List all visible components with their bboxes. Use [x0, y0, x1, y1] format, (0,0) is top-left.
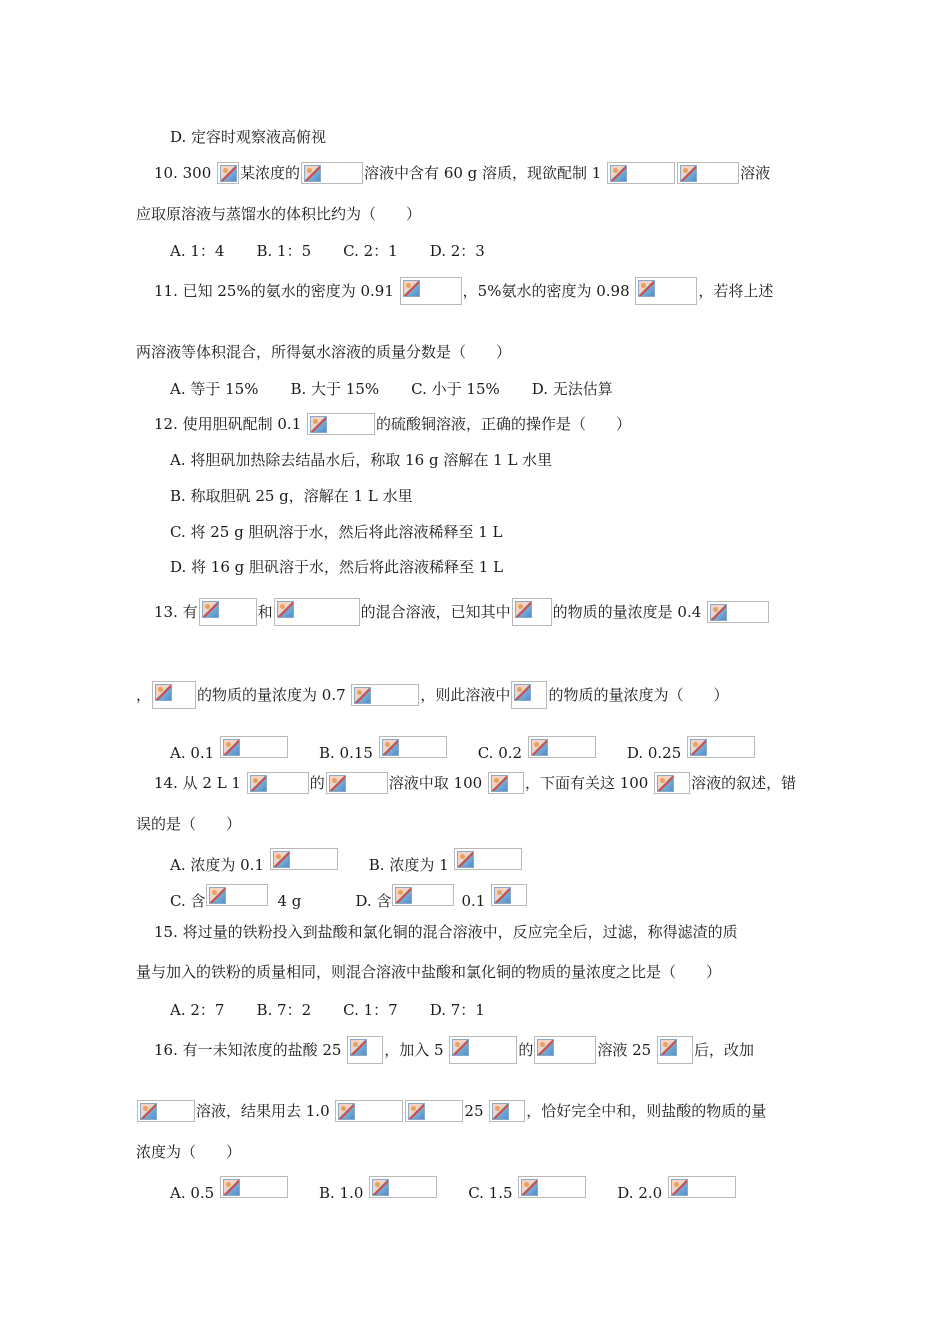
missing-image-icon: [489, 1100, 525, 1122]
q14-option-c: C. 含 4 g: [170, 892, 301, 910]
q11-option-c: C. 小于 15%: [411, 380, 500, 398]
q15-options: [170, 998, 485, 1021]
q13-text-f: 的物质的量浓度为 0.7: [197, 686, 351, 704]
q16-options: [170, 1176, 737, 1204]
q15-option-b: B. 7：2: [256, 1001, 312, 1019]
missing-image-icon: [635, 277, 697, 305]
missing-image-icon: [217, 162, 239, 184]
q15-option-a: A. 2：7: [170, 1001, 225, 1019]
missing-image-icon: [607, 162, 675, 184]
missing-image-icon: [707, 601, 769, 623]
missing-image-icon: [369, 1176, 437, 1198]
missing-image-icon: [518, 1176, 586, 1198]
q13-option-d: D. 0.25: [627, 744, 756, 762]
q12-option-d: D. 将 16 g 胆矾溶于水，然后将此溶液稀释至 1 L: [170, 558, 504, 576]
q11-text-c: ，若将上述: [698, 282, 774, 300]
missing-image-icon: [220, 736, 288, 758]
q10-option-d: D. 2：3: [429, 242, 485, 260]
q15-option-c: C. 1：7: [343, 1001, 398, 1019]
q11-option-d: D. 无法估算: [531, 380, 613, 398]
missing-image-icon: [400, 277, 462, 305]
q13-option-c: C. 0.2: [478, 744, 597, 762]
q10-text-d: 溶液: [740, 164, 771, 182]
missing-image-icon: [454, 848, 522, 870]
q13-option-a: A. 0.1: [170, 744, 289, 762]
q10-line2: 应取原溶液与蒸馏水的体积比约为（ ）: [136, 205, 422, 223]
q14-line1: [154, 771, 796, 794]
q13-text-b: 和: [257, 603, 273, 621]
q11-option-b: B. 大于 15%: [290, 380, 380, 398]
q15-option-d: D. 7：1: [429, 1001, 485, 1019]
q12-text-a: 12. 使用胆矾配制 0.1: [154, 415, 307, 433]
q14-text-b: 的: [309, 774, 325, 792]
q14-line2: 误的是（ ）: [136, 815, 242, 833]
missing-image-icon: [152, 681, 196, 709]
q12-option-b: B. 称取胆矾 25 g，溶解在 1 L 水里: [170, 487, 413, 505]
q13-text-a: 13. 有: [154, 603, 198, 621]
q11-line1: [154, 277, 773, 305]
missing-image-icon: [137, 1100, 195, 1122]
q14-text-a: 14. 从 2 L 1: [154, 774, 246, 792]
missing-image-icon: [379, 736, 447, 758]
q14-text-d: ，下面有关这 100: [524, 774, 654, 792]
missing-image-icon: [220, 1176, 288, 1198]
q16-text-e: 后，改加: [693, 1041, 754, 1059]
q11-option-a: A. 等于 15%: [170, 380, 259, 398]
q10-line1: [154, 161, 770, 184]
q9-option-d: D. 定容时观察液高俯视: [170, 128, 327, 146]
missing-image-icon: [488, 772, 524, 794]
missing-image-icon: [654, 772, 690, 794]
missing-image-icon: [274, 598, 360, 626]
q16-text-f: 溶液，结果用去 1.0: [196, 1102, 335, 1120]
missing-image-icon: [528, 736, 596, 758]
missing-image-icon: [677, 162, 739, 184]
q16-option-d: D. 2.0: [617, 1184, 737, 1202]
q12-option-c: C. 将 25 g 胆矾溶于水，然后将此溶液稀释至 1 L: [170, 523, 503, 541]
missing-image-icon: [657, 1036, 693, 1064]
q10-options: [170, 239, 485, 262]
q16-text-d: 溶液 25: [597, 1041, 656, 1059]
q14-options-ab: [170, 848, 523, 876]
q16-text-g: 25: [464, 1102, 489, 1120]
q16-text-a: 16. 有一未知浓度的盐酸 25: [154, 1041, 347, 1059]
q13-text-h: 的物质的量浓度为（ ）: [548, 686, 729, 704]
q13-text-g: ，则此溶液中: [420, 686, 511, 704]
missing-image-icon: [687, 736, 755, 758]
q13-line2: [136, 681, 728, 709]
missing-image-icon: [449, 1036, 517, 1064]
missing-image-icon: [405, 1100, 463, 1122]
q15-line2: 量与加入的铁粉的质量相同，则混合溶液中盐酸和氯化铜的物质的量浓度之比是（ ）: [136, 963, 722, 981]
q12-text-b: 的硫酸铜溶液，正确的操作是（ ）: [376, 415, 632, 433]
q14-text-e: 溶液的叙述，错: [691, 774, 797, 792]
missing-image-icon: [247, 772, 309, 794]
q13-text-e: ，: [136, 686, 152, 704]
q13-text-d: 的物质的量浓度是 0.4: [552, 603, 707, 621]
missing-image-icon: [511, 681, 547, 709]
q10-option-b: B. 1：5: [256, 242, 312, 260]
q16-option-c: C. 1.5: [468, 1184, 587, 1202]
q10-option-a: A. 1：4: [170, 242, 225, 260]
missing-image-icon: [512, 598, 552, 626]
missing-image-icon: [668, 1176, 736, 1198]
q11-line2: 两溶液等体积混合，所得氨水溶液的质量分数是（ ）: [136, 343, 512, 361]
q14-option-a: A. 浓度为 0.1: [170, 856, 339, 874]
q16-text-h: ，恰好完全中和，则盐酸的物质的量: [526, 1102, 767, 1120]
q13-text-c: 的混合溶液，已知其中: [360, 603, 511, 621]
missing-image-icon: [351, 684, 419, 706]
q13-line1: [154, 598, 770, 626]
q13-option-b: B. 0.15: [319, 744, 448, 762]
q16-line3: 浓度为（ ）: [136, 1143, 242, 1161]
q16-line2: [136, 1099, 766, 1122]
q16-text-b: ，加入 5: [384, 1041, 449, 1059]
q10-text-c: 溶液中含有 60 g 溶质，现欲配制 1: [364, 164, 607, 182]
missing-image-icon: [335, 1100, 403, 1122]
missing-image-icon: [199, 598, 257, 626]
q16-line1: [154, 1036, 754, 1064]
q14-options-cd: [170, 884, 528, 912]
q10-text-a: 10. 300: [154, 164, 217, 182]
missing-image-icon: [206, 884, 268, 906]
q14-option-d: D. 含 0.1: [355, 892, 528, 910]
q11-text-a: 11. 已知 25%的氨水的密度为 0.91: [154, 282, 399, 300]
q16-option-a: A. 0.5: [170, 1184, 289, 1202]
q15-line1: 15. 将过量的铁粉投入到盐酸和氯化铜的混合溶液中，反应完全后，过滤，称得滤渣的质: [154, 923, 738, 941]
missing-image-icon: [326, 772, 388, 794]
q13-options: [170, 736, 756, 764]
q10-text-b: 某浓度的: [240, 164, 301, 182]
q12-option-a: A. 将胆矾加热除去结晶水后，称取 16 g 溶解在 1 L 水里: [170, 451, 553, 469]
q11-options: [170, 377, 613, 400]
q12-line1: [154, 412, 631, 435]
missing-image-icon: [301, 162, 363, 184]
q14-option-b: B. 浓度为 1: [369, 856, 524, 874]
q16-option-b: B. 1.0: [319, 1184, 438, 1202]
missing-image-icon: [491, 884, 527, 906]
missing-image-icon: [347, 1036, 383, 1064]
missing-image-icon: [534, 1036, 596, 1064]
missing-image-icon: [392, 884, 454, 906]
q11-text-b: ，5%氨水的密度为 0.98: [462, 282, 635, 300]
q16-text-c: 的: [518, 1041, 534, 1059]
q10-option-c: C. 2：1: [343, 242, 398, 260]
missing-image-icon: [307, 413, 375, 435]
missing-image-icon: [270, 848, 338, 870]
q14-text-c: 溶液中取 100: [388, 774, 487, 792]
